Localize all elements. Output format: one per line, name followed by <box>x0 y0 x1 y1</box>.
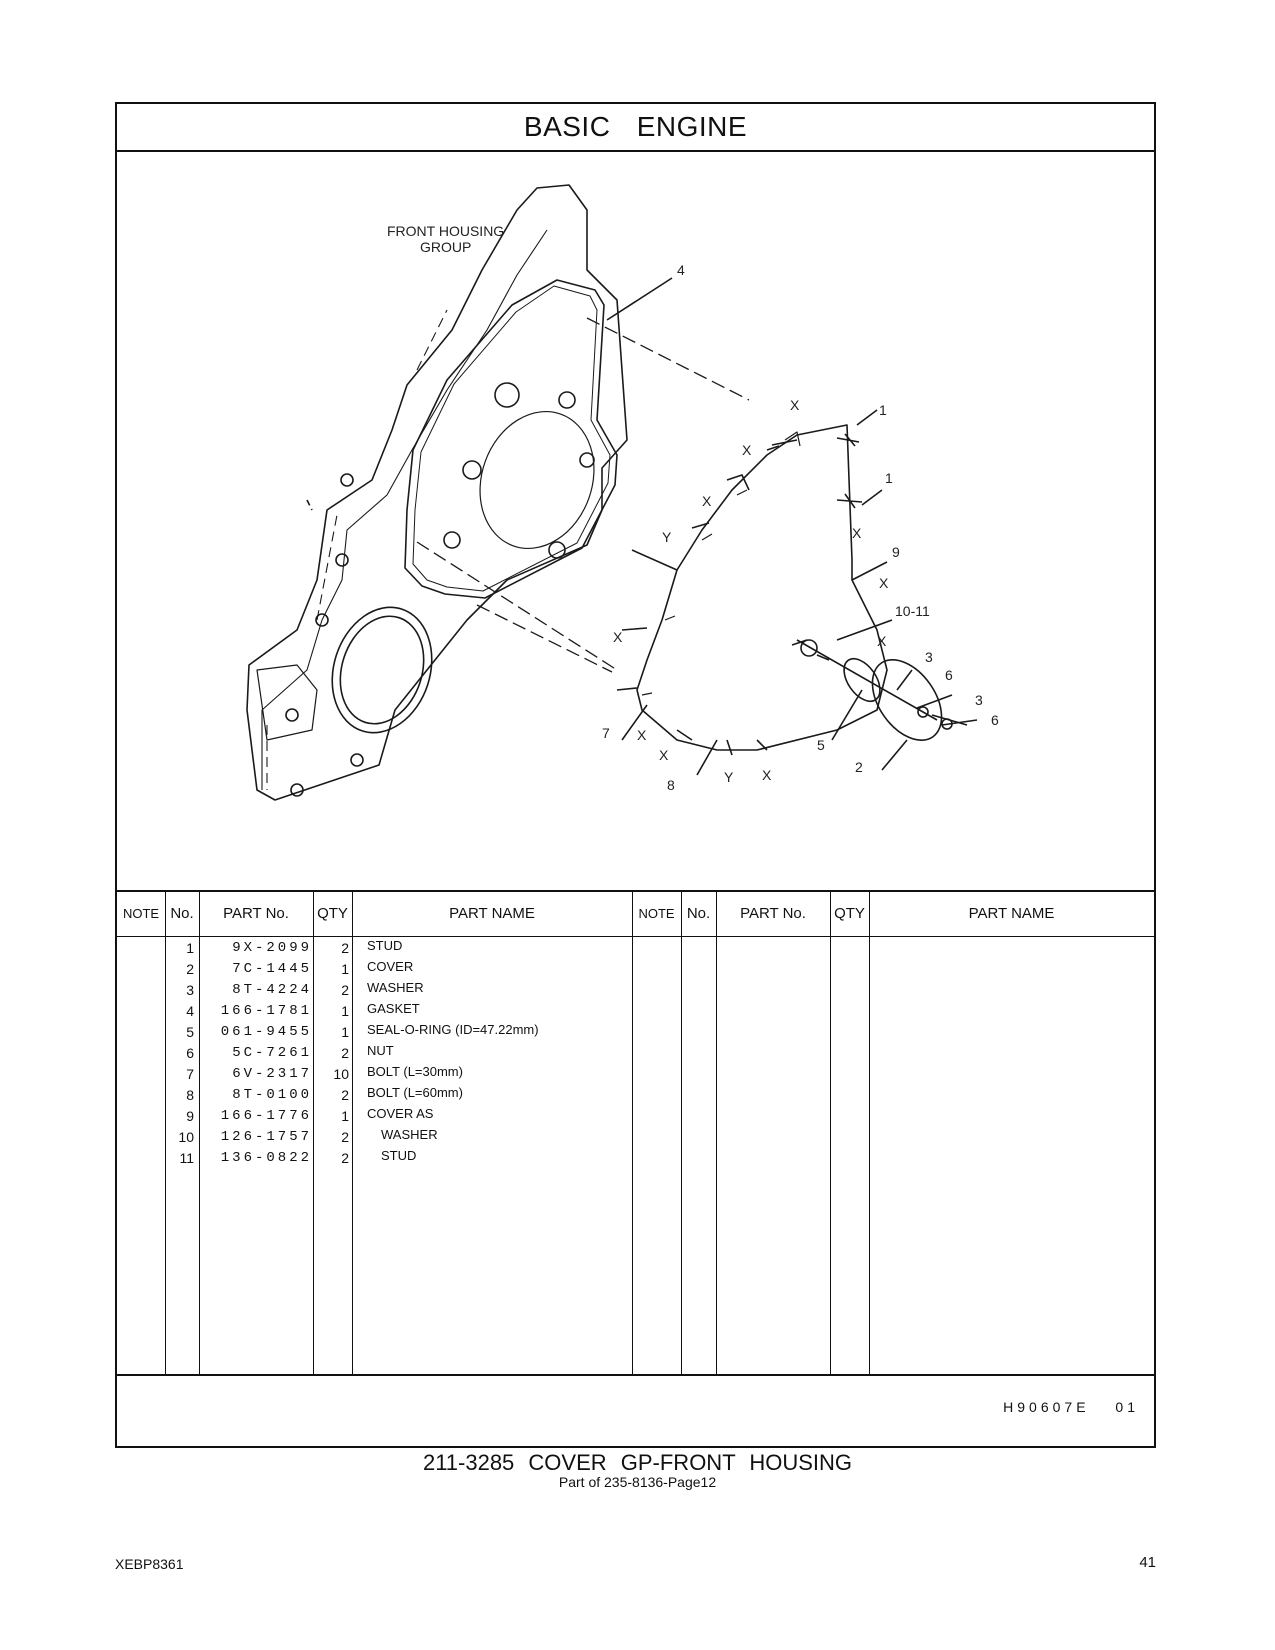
cell-qty: 1 <box>341 1003 349 1019</box>
cell-qty: 2 <box>341 982 349 998</box>
x-mark: X <box>852 525 862 541</box>
callout-1a: 1 <box>879 402 887 418</box>
cell-qty: 2 <box>341 1087 349 1103</box>
callout-3a: 3 <box>925 649 933 665</box>
header-part-name: PART NAME <box>449 905 535 922</box>
header-note: NOTE <box>122 906 160 921</box>
x-mark: X <box>742 442 752 458</box>
header-part-name-2: PART NAME <box>968 905 1055 922</box>
front-cover <box>637 425 887 750</box>
cell-qty: 1 <box>341 961 349 977</box>
cell-no: 11 <box>179 1150 194 1166</box>
cell-part-name: BOLT (L=30mm) <box>367 1064 463 1079</box>
callout-3b: 3 <box>975 692 983 708</box>
cell-part-name: WASHER <box>381 1127 438 1142</box>
table-row <box>117 1106 1154 1128</box>
table-row <box>117 1085 1154 1107</box>
x-mark: X <box>659 747 669 763</box>
page-number: 41 <box>1139 1554 1156 1571</box>
alignment-dash-2 <box>417 542 617 670</box>
table-row <box>117 1064 1154 1086</box>
gasket <box>405 280 617 598</box>
cell-part-no: 9X-2099 <box>232 940 312 956</box>
alignment-dash-1 <box>587 318 749 400</box>
cell-part-name: GASKET <box>367 1001 420 1016</box>
x-mark: X <box>702 493 712 509</box>
cell-qty: 2 <box>341 1129 349 1145</box>
callout-7: 7 <box>602 725 610 741</box>
crank-seal-inner <box>327 605 437 734</box>
header-note-2: NOTE <box>638 906 675 921</box>
cell-no: 8 <box>186 1087 194 1103</box>
y-mark: Y <box>724 769 734 785</box>
callout-10-11: 10-11 <box>895 603 930 619</box>
cell-part-name: COVER AS <box>367 1106 434 1121</box>
callout-group: GROUP <box>420 239 472 255</box>
cell-no: 2 <box>186 961 194 977</box>
header-part-no: PART No. <box>223 905 289 922</box>
callout-4: 4 <box>677 262 685 278</box>
page-title: BASIC ENGINE <box>523 111 748 142</box>
cell-qty: 1 <box>341 1108 349 1124</box>
x-mark: X <box>637 727 647 743</box>
cell-part-no: 8T-4224 <box>232 982 312 998</box>
group-subtitle: Part of 235-8136-Page12 <box>558 1474 717 1490</box>
parts-table-header <box>117 892 1154 937</box>
cell-part-no: 166-1781 <box>220 1003 312 1019</box>
bolts-group <box>617 440 797 755</box>
cell-qty: 2 <box>341 1045 349 1061</box>
x-mark: X <box>790 397 800 413</box>
y-mark: Y <box>662 529 672 545</box>
cell-no: 1 <box>186 940 194 956</box>
cell-no: 6 <box>186 1045 194 1061</box>
header-part-no-2: PART No. <box>740 905 806 922</box>
callout-6a: 6 <box>945 667 953 683</box>
group-caption <box>0 1450 1275 1490</box>
callout-2: 2 <box>855 759 863 775</box>
header-qty-2: QTY <box>834 905 865 922</box>
front-cover-flange <box>642 432 800 695</box>
table-row <box>117 1001 1154 1023</box>
cell-no: 10 <box>178 1129 194 1145</box>
studs-10-11 <box>792 640 937 720</box>
cell-qty: 1 <box>341 1024 349 1040</box>
cell-no: 4 <box>186 1003 194 1019</box>
cell-part-no: 061-9455 <box>220 1024 312 1040</box>
title-bar <box>117 104 1154 152</box>
table-row <box>117 1043 1154 1065</box>
cell-part-name: COVER <box>367 959 414 974</box>
alignment-dash-3 <box>477 605 612 672</box>
callout-5: 5 <box>817 737 825 753</box>
cell-part-no: 136-0822 <box>220 1150 312 1166</box>
table-row <box>117 1127 1154 1149</box>
exploded-view-illustration <box>117 150 1154 890</box>
callout-8: 8 <box>667 777 675 793</box>
cell-part-name: BOLT (L=60mm) <box>367 1085 463 1100</box>
cell-part-name: SEAL-O-RING (ID=47.22mm) <box>367 1022 539 1037</box>
header-no: No. <box>170 905 194 922</box>
table-row <box>117 980 1154 1002</box>
group-title: 211-3285 COVER GP-FRONT HOUSING <box>422 1450 853 1475</box>
cell-qty: 2 <box>341 1150 349 1166</box>
publication-number: XEBP8361 <box>115 1556 184 1572</box>
cell-part-no: 6V-2317 <box>232 1066 312 1082</box>
exploded-view-svg <box>117 150 1154 890</box>
catalog-frame <box>115 102 1156 1448</box>
callout-6b: 6 <box>991 712 999 728</box>
cell-part-name: STUD <box>381 1148 417 1163</box>
table-row <box>117 938 1154 960</box>
cell-part-no: 166-1776 <box>220 1108 312 1124</box>
header-no-2: No. <box>686 905 711 922</box>
cell-no: 9 <box>186 1108 194 1124</box>
x-mark: X <box>877 633 887 649</box>
header-qty: QTY <box>317 905 348 922</box>
table-row <box>117 1022 1154 1044</box>
cell-part-name: WASHER <box>367 980 424 995</box>
cell-no: 7 <box>186 1066 194 1082</box>
parts-table <box>117 890 1154 1376</box>
cell-part-name: STUD <box>367 938 403 953</box>
cell-part-no: 5C-7261 <box>232 1045 312 1061</box>
x-mark: X <box>762 767 772 783</box>
access-cover <box>858 647 955 753</box>
cell-qty: 10 <box>333 1066 349 1082</box>
cell-no: 5 <box>186 1024 194 1040</box>
x-mark: X <box>613 629 623 645</box>
cell-part-no: 8T-0100 <box>232 1087 312 1103</box>
callout-front-housing: FRONT HOUSING <box>387 223 505 239</box>
table-row <box>117 959 1154 981</box>
x-mark: X <box>879 575 889 591</box>
cell-no: 3 <box>186 982 194 998</box>
cell-part-name: NUT <box>367 1043 394 1058</box>
front-housing-outline <box>247 185 627 800</box>
table-row <box>117 1148 1154 1170</box>
cell-part-no: 126-1757 <box>220 1129 312 1145</box>
callout-9: 9 <box>892 544 900 560</box>
cell-qty: 2 <box>341 940 349 956</box>
illustration-code: H90607E 01 <box>1003 1399 1139 1415</box>
callout-1b: 1 <box>885 470 893 486</box>
cell-part-no: 7C-1445 <box>232 961 312 977</box>
